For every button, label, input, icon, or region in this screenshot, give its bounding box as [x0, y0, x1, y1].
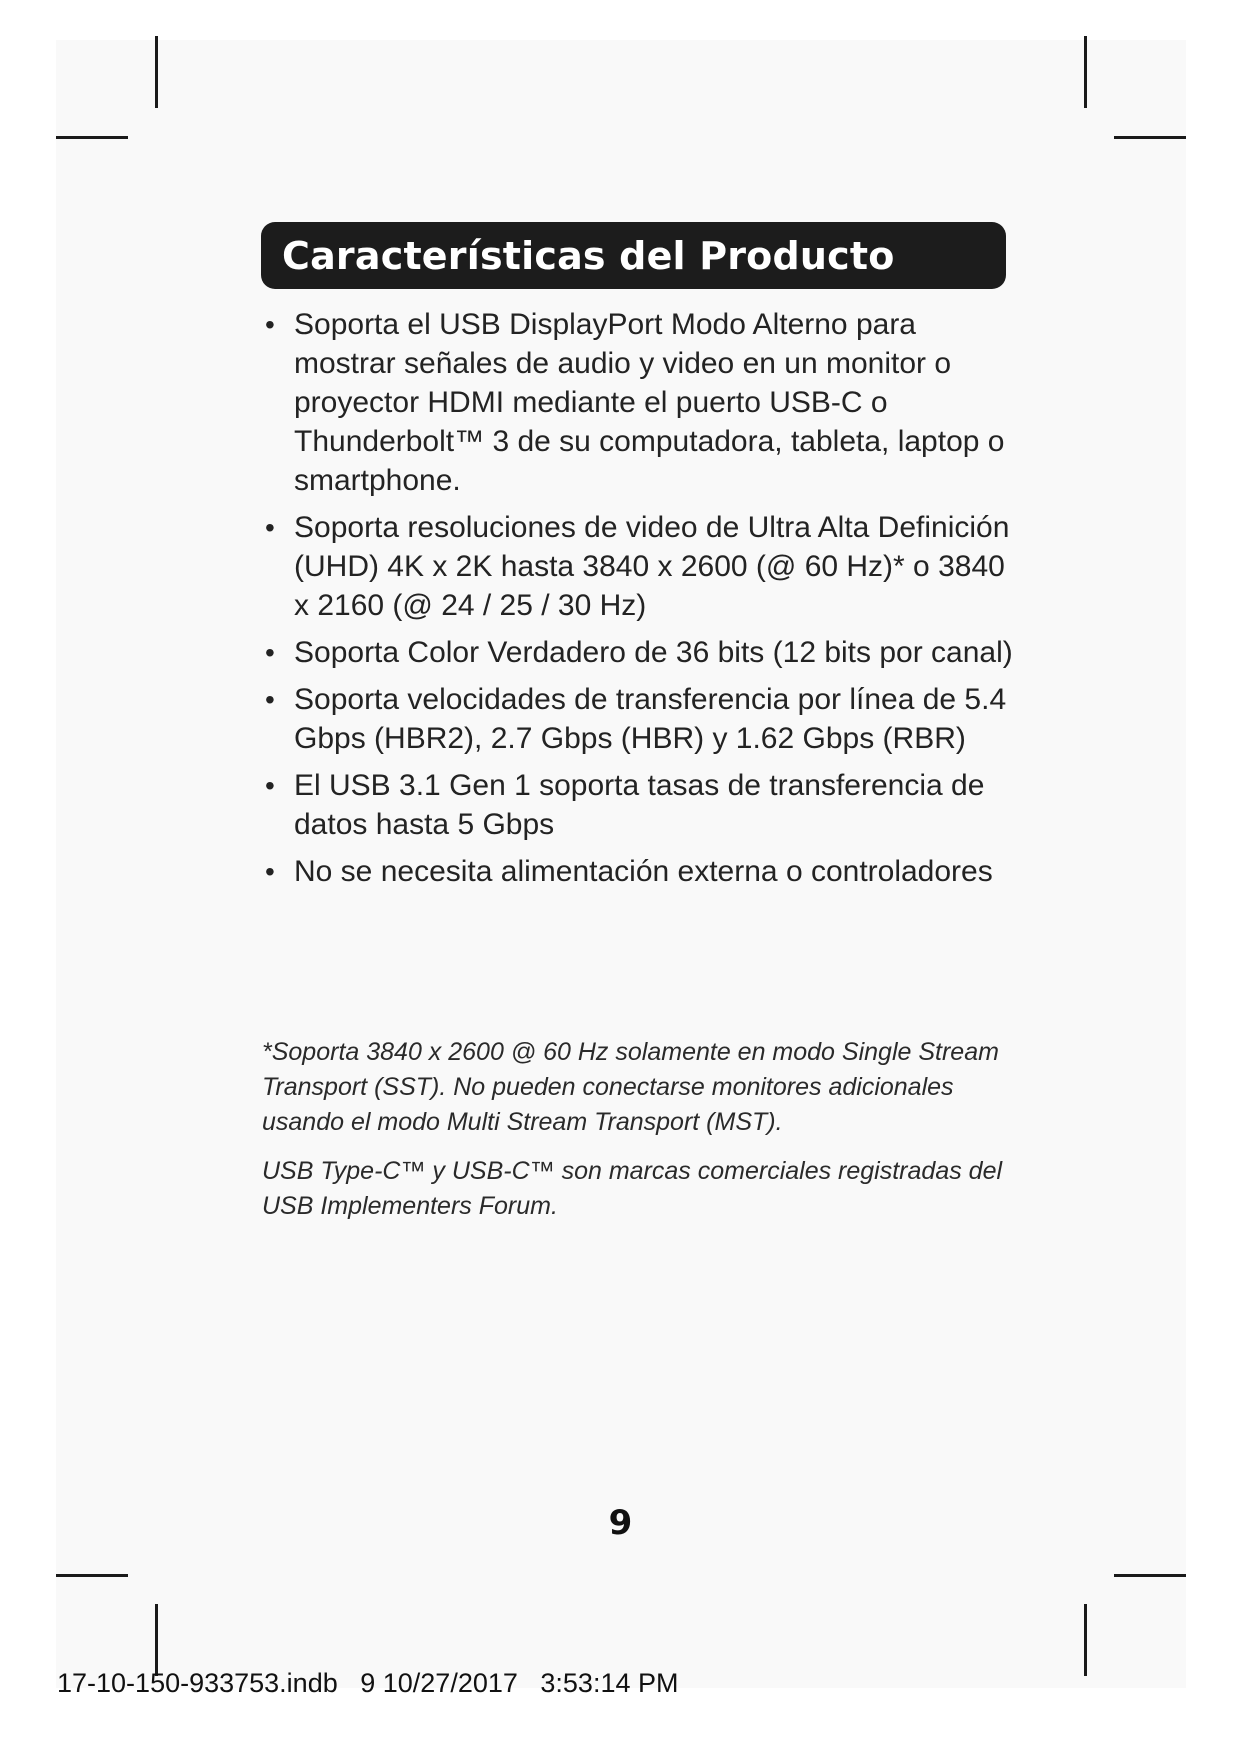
crop-mark-bottom-left-vertical [155, 1604, 158, 1676]
feature-text: El USB 3.1 Gen 1 soporta tasas de transferencia de datos hasta 5 Gbps [294, 769, 985, 841]
print-slug: 17-10-150-933753.indb 9 10/27/2017 3:53:14 PM [57, 1668, 679, 1698]
footnote: *Soporta 3840 x 2600 @ 60 Hz solamente en modo Single Stream Transport (SST). No pueden conectarse monitores adicionales usando el modo Multi Stream Transport (MST). [262, 1038, 999, 1136]
feature-item [260, 508, 1020, 625]
feature-item [260, 680, 1020, 758]
bullet-icon: • [265, 512, 275, 543]
trademark-note: USB Type-C™ y USB-C™ son marcas comerciales registradas del USB Implementers Forum. [262, 1157, 1003, 1220]
crop-mark-top-left-horizontal [56, 136, 128, 139]
crop-mark-top-left-vertical [155, 36, 158, 108]
feature-text: No se necesita alimentación externa o controladores [294, 855, 993, 888]
crop-mark-bottom-left-horizontal [56, 1574, 128, 1577]
bullet-icon: • [265, 770, 275, 801]
feature-item [260, 305, 1020, 500]
bullet-icon: • [265, 637, 275, 668]
feature-item [260, 852, 1020, 891]
feature-text: Soporta el USB DisplayPort Modo Alterno para mostrar señales de audio y video en un monitor o proyector HDMI mediante el puerto USB-C o Thunderbolt™ 3 de su computadora, tableta, laptop o smartphone. [294, 308, 1005, 497]
crop-mark-top-right-horizontal [1114, 136, 1186, 139]
section-title: Características del Producto [282, 233, 895, 278]
feature-item [260, 633, 1020, 672]
notes [262, 1035, 1022, 1238]
feature-text: Soporta velocidades de transferencia por línea de 5.4 Gbps (HBR2), 2.7 Gbps (HBR) y 1.62 Gbps (RBR) [294, 683, 1007, 755]
section-header [261, 222, 1006, 289]
feature-text: Soporta resoluciones de video de Ultra Alta Definición (UHD) 4K x 2K hasta 3840 x 2600 (@ 60 Hz)* o 3840 x 2160 (@ 24 / 25 / 30 Hz) [294, 511, 1010, 622]
bullet-icon: • [265, 856, 275, 887]
crop-mark-top-right-vertical [1084, 36, 1087, 108]
crop-mark-bottom-right-vertical [1084, 1604, 1087, 1676]
feature-list [260, 305, 1020, 899]
feature-text: Soporta Color Verdadero de 36 bits (12 bits por canal) [294, 636, 1013, 669]
bullet-icon: • [265, 309, 275, 340]
bullet-icon: • [265, 684, 275, 715]
page-number: 9 [608, 1503, 633, 1543]
feature-item [260, 766, 1020, 844]
crop-mark-bottom-right-horizontal [1114, 1574, 1186, 1577]
